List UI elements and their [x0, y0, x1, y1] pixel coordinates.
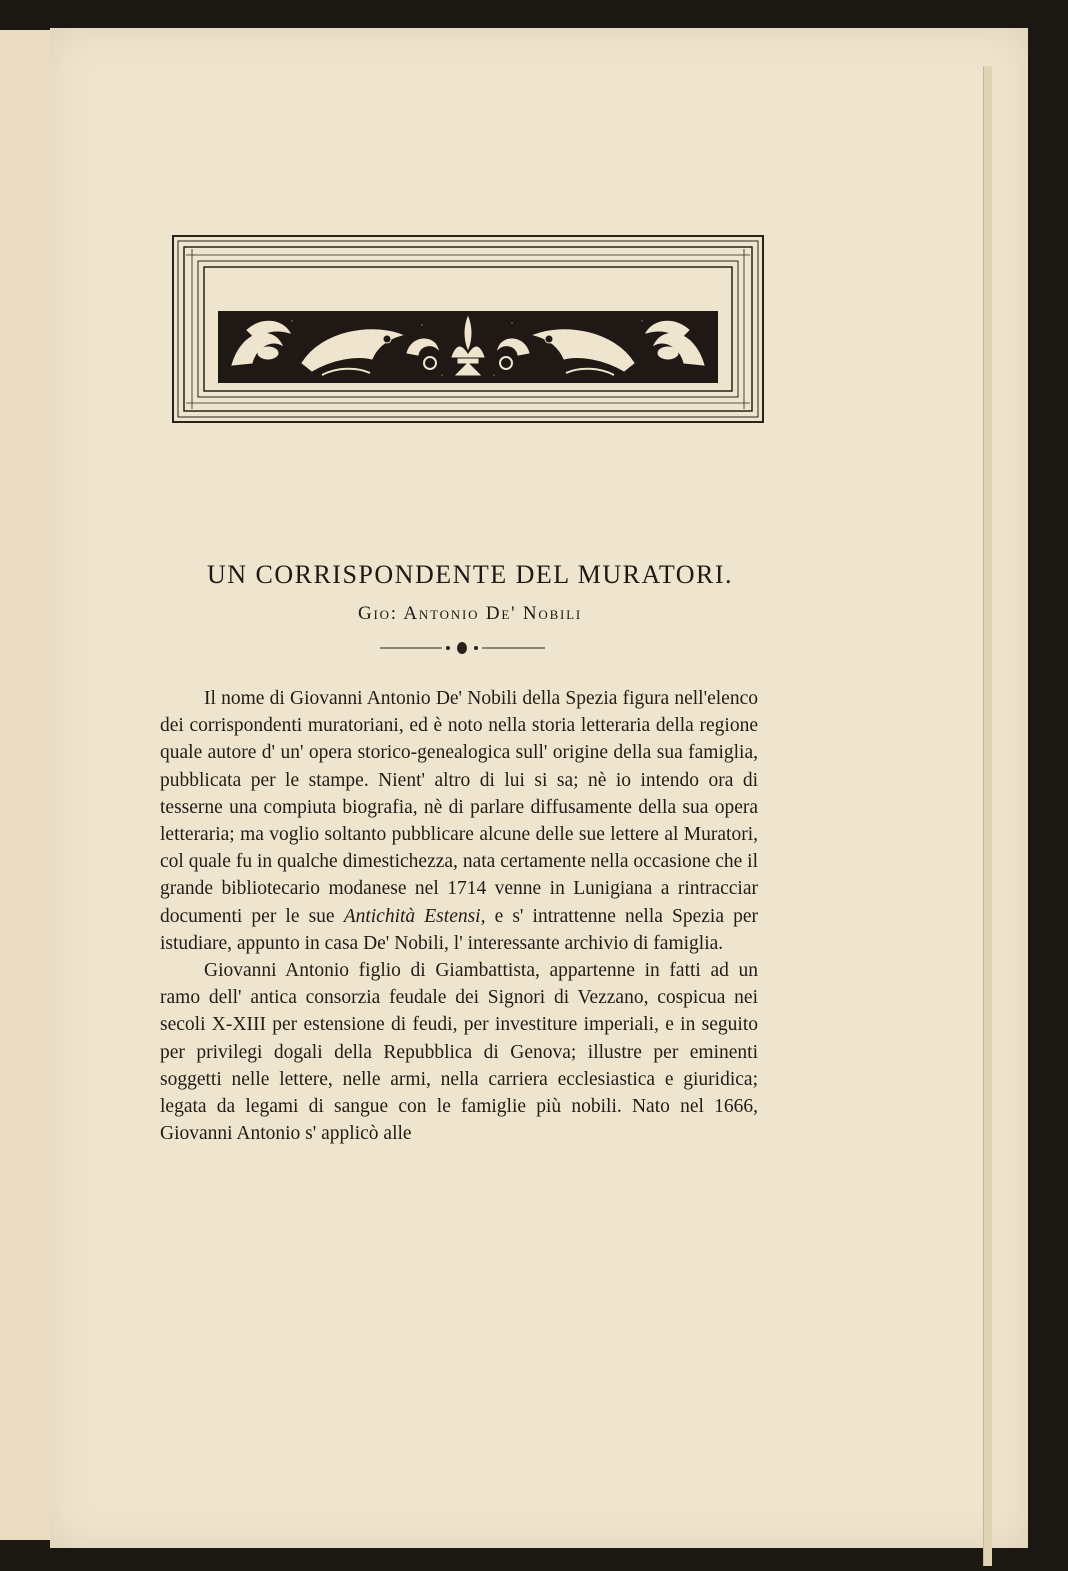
paragraph-1-text: Il nome di Giovanni Antonio De' Nobili della Spezia figura nell'elenco dei corrispondenti muratoriani, ed è noto nella storia letteraria della regione quale autore d' un' opera storico-genealogica sull' origine della sua famiglia, pubblicata per le stampe. Nient' altro di lui si sa; nè io intendo ora di tesserne una compiuta biografia, nè di parlare diffusamente della sua opera letteraria; ma voglio soltanto pubblicare alcune delle sue lettere al Muratori, col quale fu in qualche dimestichezza, nata certamente nella occasione che il grande bibliotecario modanese nel 1714 venne in Lunigiana a rintracciar documenti per le sue	[160, 688, 758, 927]
paragraph-1-italic-title: Antichità Estensi,	[343, 905, 486, 927]
ornamental-headpiece	[172, 235, 764, 423]
page-content	[50, 28, 1028, 1548]
previous-page-edge	[0, 30, 54, 1540]
article-subtitle: Gio: Antonio De' Nobili	[357, 603, 583, 624]
paragraph-1	[160, 685, 758, 957]
ornamental-divider	[380, 640, 545, 656]
article-title: UN CORRISPONDENTE DEL MURATORI.	[206, 560, 734, 589]
article-body	[160, 685, 758, 1147]
paragraph-2	[160, 957, 758, 1147]
paragraph-2-text: Giovanni Antonio figlio di Giambattista, appartenne in fatti ad un ramo dell' antica consorzia feudale dei Signori di Vezzano, cospicua nei secoli X-XIII per estensione di feudi, per investiture imperiali, e in seguito per privilegi dogali della Repubblica di Genova; illustre per eminenti soggetti nelle lettere, nelle armi, nella carriera ecclesiastica e giuridica; legata da legami di sangue con le famiglie più nobili. Nato nel 1666, Giovanni Antonio s' applicò alle	[160, 960, 758, 1145]
paragraph-1-tail: e s' intrattenne nella Spezia per istudiare, appunto in casa De' Nobili, l' interessante archivio di famiglia.	[160, 905, 758, 954]
book-page	[50, 28, 1028, 1548]
